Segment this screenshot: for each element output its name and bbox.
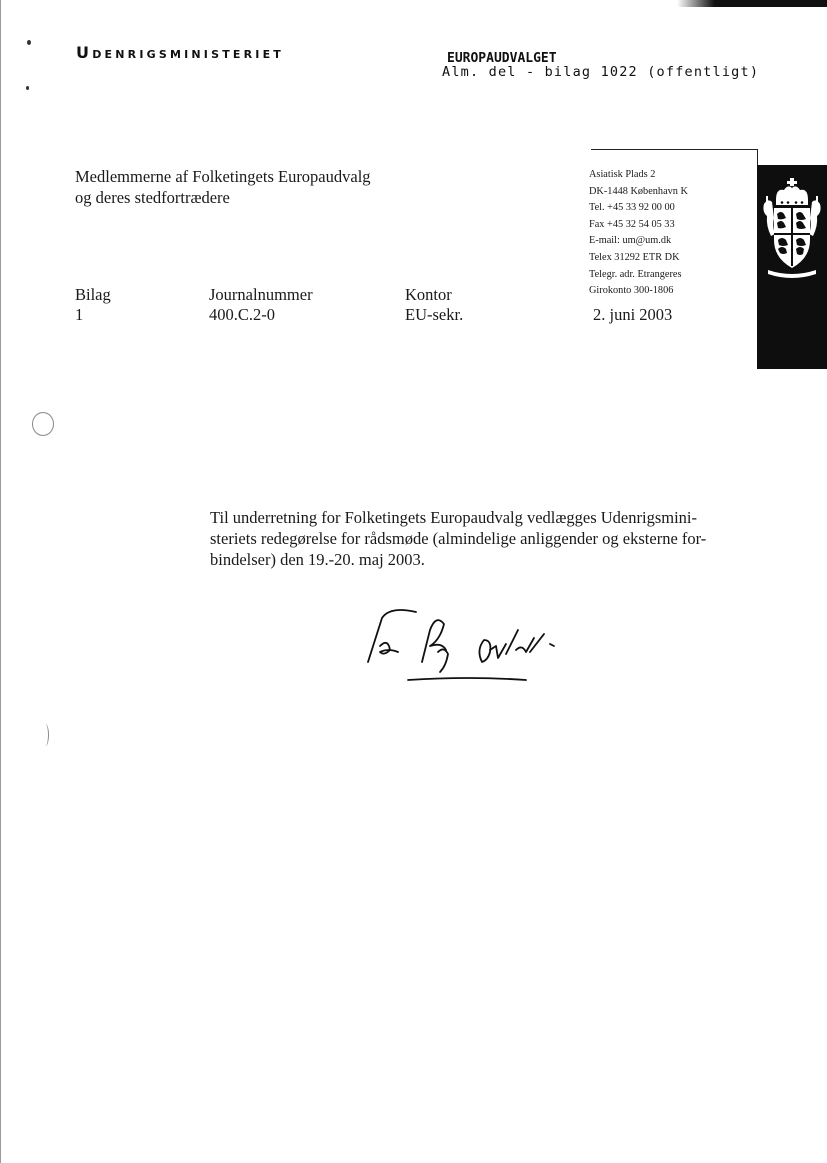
kontor-column	[405, 285, 463, 325]
recipient-line: og deres stedfortrædere	[75, 188, 230, 207]
stamp-reference: Alm. del - bilag 1022 (offentligt)	[442, 64, 760, 80]
journal-column	[209, 285, 313, 325]
punch-hole-mark	[42, 724, 49, 746]
royal-coat-of-arms-icon	[762, 178, 822, 286]
scan-speck	[27, 40, 31, 45]
body-line: steriets redegørelse for rådsmøde (almindelige anliggender og eksterne for-	[210, 529, 707, 548]
body-line: Til underretning for Folketingets Europaudvalg vedlægges Udenrigsmini-	[210, 508, 697, 527]
ministry-name: Udenrigsministeriet	[76, 43, 285, 62]
contact-telex: Telex 31292 ETR DK	[589, 251, 680, 263]
kontor-label: Kontor	[405, 285, 452, 304]
contact-divider	[591, 149, 758, 150]
scan-speck	[26, 86, 29, 90]
journal-value: 400.C.2-0	[209, 305, 275, 324]
journal-label: Journalnummer	[209, 285, 313, 304]
stamp-committee: EUROPAUDVALGET	[447, 51, 557, 66]
recipient-block	[75, 166, 371, 208]
letter-body	[210, 507, 770, 570]
contact-fax: Fax +45 32 54 05 33	[589, 218, 675, 230]
letter-date: 2. juni 2003	[593, 305, 673, 324]
scan-edge-line	[0, 0, 1, 1163]
bilag-value: 1	[75, 305, 84, 324]
recipient-line: Medlemmerne af Folketingets Europaudvalg	[75, 167, 371, 186]
body-line: bindelser) den 19.-20. maj 2003.	[210, 550, 425, 569]
contact-postal: DK-1448 København K	[589, 185, 688, 197]
bilag-column	[75, 285, 111, 325]
punch-hole-mark	[32, 412, 54, 436]
contact-phone: Tel. +45 33 92 00 00	[589, 202, 675, 214]
contact-email: E-mail: um@um.dk	[589, 235, 672, 247]
scan-top-bar	[677, 0, 827, 7]
kontor-value: EU-sekr.	[405, 305, 464, 324]
contact-divider-tick	[757, 149, 758, 165]
handwritten-signature	[360, 600, 570, 690]
contact-giro: Girokonto 300-1806	[589, 285, 674, 297]
contact-address: Asiatisk Plads 2	[589, 169, 656, 180]
contact-block	[589, 167, 688, 300]
bilag-label: Bilag	[75, 285, 111, 304]
contact-telegram: Telegr. adr. Etrangeres	[589, 268, 682, 280]
